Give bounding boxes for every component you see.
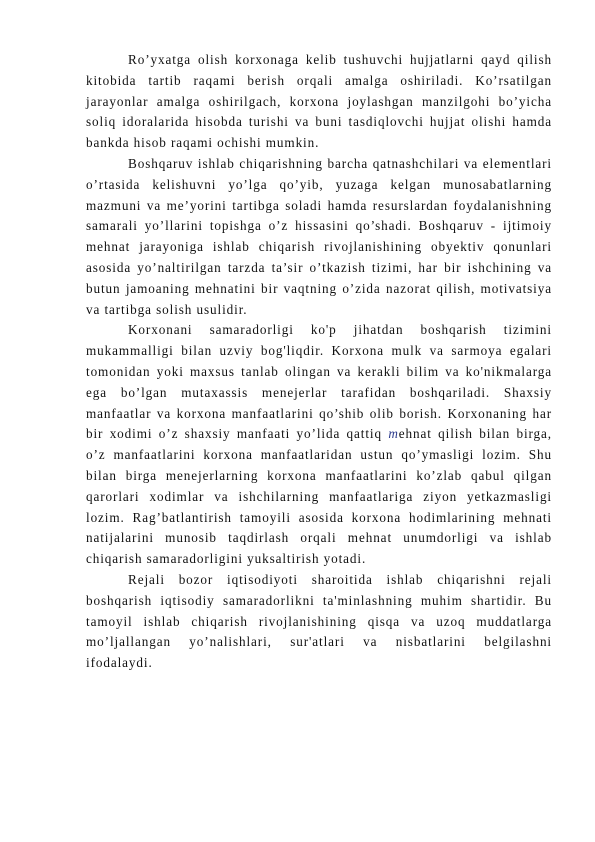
paragraph-planned-economy: Rejali bozor iqtisodiyoti sharoitida ishlab chiqarishni rejali boshqarish iqtisodiy samaradorlikni ta'minlashning muhim shartidir. Bu tamoyil ishlab chiqarish rivojlanishining qisqa va uzoq muddatlarga mo’ljallangan yo’nalishlari, sur'atlari va nisbatlarini belgilashni ifodalaydi. xyxy=(86,571,552,671)
paragraph-management-definition: Boshqaruv ishlab chiqarishning barcha qatnashchilari va elementlari o’rtasida kelishuvni yo’lga qo’yib, yuzaga kelgan munosabatlarning mazmuni va me’yorini tartibga soladi hamda resurslardan foydalanishning samarali yo’llarini topishga o’z hissasini qo’shadi. Boshqaruv - ijtimoiy mehnat jarayoniga ishlab chiqarish rivojlanishining obyektiv qonunlari asosida yo’naltirilgan tarzda ta’sir o’tkazish tizimi, har bir ishchining va butun jamoaning mehnatini bir vaqtning o’zida nazorat qilish, motivatsiya va tartibga solish usulidir. xyxy=(86,155,552,317)
document-page xyxy=(86,50,552,674)
paragraph-registration: Ro’yxatga olish korxonaga kelib tushuvchi hujjatlarni qayd qilish kitobida tartib raqami berish orqali amalga oshiriladi. Ko’rsatilgan jarayonlar amalga oshirilgach, korxona joylashgan manzilgohi bo’yicha soliq idoralarida hisobda turishi va buni tasdiqlovchi hujjat olishi hamda bankda hisob raqami ochishi mumkin. xyxy=(86,52,552,151)
italic-letter: m xyxy=(388,426,399,442)
paragraph-enterprise-efficiency-part1: Korxonani samaradorligi ko'p jihatdan boshqarish tizimini mukammalligi bilan uzviy bog'liqdir. Korxona mulk va sarmoya egalari tomonidan yoki maxsus tanlab olingan va kerakli bilim va ko'nikmalarga ega bo’lgan mutaxassis menejerlar tarafidan boshqariladi. Shaxsiy manfaatlar va korxona manfaatlarini qo’shib olib borish. Korxonaning har bir xodimi o’z shaxsiy manfaati yo’lida qattiq xyxy=(86,322,552,442)
paragraph-enterprise-efficiency-part2: ehnat qilish bilan birga, o’z manfaatlarini korxona manfaatlaridan ustun qo’ymasligi lozim. Shu bilan birga menejerlarning korxona manfaatlarini ko’zlab qabul qilgan qarorlari xodimlar va ishchilarning manfaatlariga ziyon yetkazmasligi lozim. Rag’batlantirish tamoyili asosida korxona hodimlarining mehnati natijalarini munosib taqdirlash orqali mehnat unumdorligi va ishlab chiqarish samaradorligini yuksaltirish yotadi. xyxy=(86,426,552,567)
paragraph-enterprise-efficiency xyxy=(86,320,552,570)
